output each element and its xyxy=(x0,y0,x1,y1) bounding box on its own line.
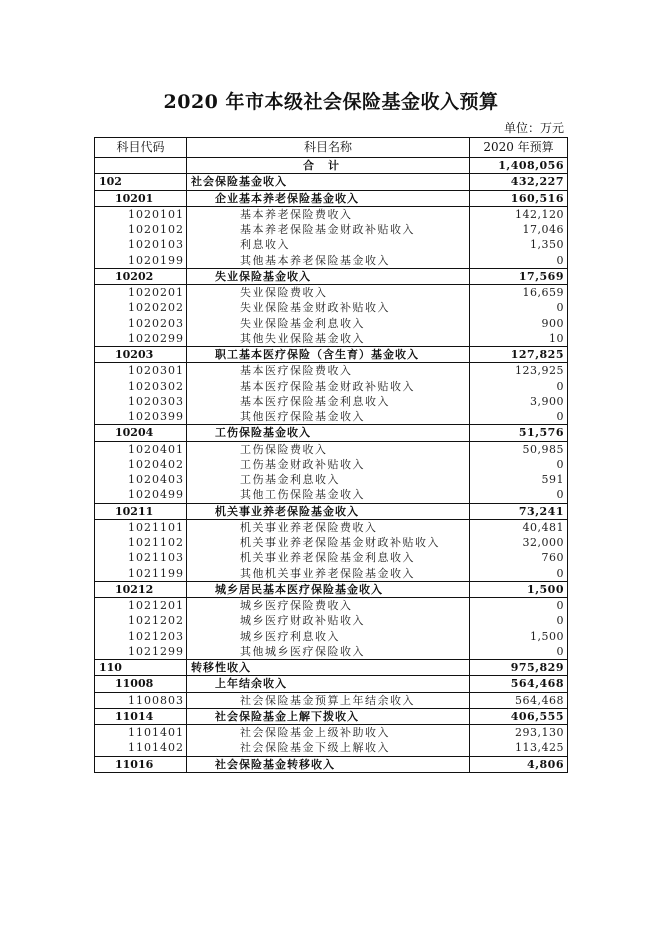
table-row xyxy=(95,598,568,614)
header-amount: 2020 年预算 xyxy=(470,138,568,158)
amount-cell: 1,408,056 xyxy=(470,158,568,174)
table-row xyxy=(95,660,568,676)
table-row xyxy=(95,268,568,284)
name-cell: 基本医疗保险费收入 xyxy=(187,363,470,379)
name-cell: 其他机关事业养老保险基金收入 xyxy=(187,566,470,582)
budget-table xyxy=(94,137,568,773)
code-cell: 1020401 xyxy=(95,441,187,457)
amount-cell: 32,000 xyxy=(470,535,568,550)
code-cell: 10212 xyxy=(95,581,187,597)
name-cell: 基本医疗保险基金利息收入 xyxy=(187,394,470,409)
amount-cell: 142,120 xyxy=(470,206,568,222)
table-row xyxy=(95,550,568,565)
table-row xyxy=(95,158,568,174)
table-row xyxy=(95,629,568,644)
name-cell: 机关事业养老保险基金财政补贴收入 xyxy=(187,535,470,550)
name-cell: 转移性收入 xyxy=(187,660,470,676)
amount-cell: 0 xyxy=(470,379,568,394)
name-cell: 社会保险基金下级上解收入 xyxy=(187,740,470,756)
table-row xyxy=(95,253,568,269)
code-cell xyxy=(95,158,187,174)
code-cell: 1100803 xyxy=(95,692,187,708)
code-cell: 10201 xyxy=(95,190,187,206)
amount-cell: 123,925 xyxy=(470,363,568,379)
name-cell: 机关事业养老保险基金收入 xyxy=(187,503,470,519)
code-cell: 1020303 xyxy=(95,394,187,409)
code-cell: 1020402 xyxy=(95,457,187,472)
amount-cell: 73,241 xyxy=(470,503,568,519)
table-row xyxy=(95,174,568,190)
name-cell: 机关事业养老保险基金利息收入 xyxy=(187,550,470,565)
amount-cell: 16,659 xyxy=(470,285,568,301)
code-cell: 10202 xyxy=(95,268,187,284)
table-row xyxy=(95,300,568,315)
code-cell: 102 xyxy=(95,174,187,190)
amount-cell: 293,130 xyxy=(470,725,568,741)
code-cell: 1020103 xyxy=(95,237,187,252)
code-cell: 10204 xyxy=(95,425,187,441)
code-cell: 1020101 xyxy=(95,206,187,222)
amount-cell: 17,569 xyxy=(470,268,568,284)
amount-cell: 51,576 xyxy=(470,425,568,441)
amount-cell: 0 xyxy=(470,253,568,269)
name-cell: 社会保险基金收入 xyxy=(187,174,470,190)
amount-cell: 564,468 xyxy=(470,692,568,708)
name-cell: 工伤保险基金收入 xyxy=(187,425,470,441)
amount-cell: 591 xyxy=(470,472,568,487)
table-row xyxy=(95,379,568,394)
code-cell: 10203 xyxy=(95,347,187,363)
name-cell: 基本医疗保险基金财政补贴收入 xyxy=(187,379,470,394)
table-row xyxy=(95,363,568,379)
table-row xyxy=(95,581,568,597)
unit-label: 单位：万元 xyxy=(503,121,564,135)
name-cell: 城乡居民基本医疗保险基金收入 xyxy=(187,581,470,597)
table-row xyxy=(95,535,568,550)
name-cell: 失业保险基金财政补贴收入 xyxy=(187,300,470,315)
table-row xyxy=(95,285,568,301)
code-cell: 1101401 xyxy=(95,725,187,741)
amount-cell: 10 xyxy=(470,331,568,347)
table-row xyxy=(95,503,568,519)
table-row xyxy=(95,347,568,363)
table-header-row xyxy=(95,138,568,158)
amount-cell: 1,350 xyxy=(470,237,568,252)
table-row xyxy=(95,316,568,331)
amount-cell: 432,227 xyxy=(470,174,568,190)
amount-cell: 3,900 xyxy=(470,394,568,409)
name-cell: 工伤保险费收入 xyxy=(187,441,470,457)
table-row xyxy=(95,190,568,206)
name-cell: 基本养老保险基金财政补贴收入 xyxy=(187,222,470,237)
name-cell: 社会保险基金预算上年结余收入 xyxy=(187,692,470,708)
amount-cell: 40,481 xyxy=(470,519,568,535)
name-cell: 合计 xyxy=(187,158,470,174)
amount-cell: 0 xyxy=(470,487,568,503)
amount-cell: 160,516 xyxy=(470,190,568,206)
amount-cell: 0 xyxy=(470,566,568,582)
amount-cell: 0 xyxy=(470,613,568,628)
name-cell: 利息收入 xyxy=(187,237,470,252)
amount-cell: 900 xyxy=(470,316,568,331)
code-cell: 1020399 xyxy=(95,409,187,425)
code-cell: 11014 xyxy=(95,708,187,724)
table-row xyxy=(95,756,568,772)
code-cell: 1021199 xyxy=(95,566,187,582)
amount-cell: 0 xyxy=(470,644,568,660)
table-row xyxy=(95,222,568,237)
table-row xyxy=(95,708,568,724)
table-row xyxy=(95,394,568,409)
table-row xyxy=(95,457,568,472)
name-cell: 失业保险费收入 xyxy=(187,285,470,301)
code-cell: 11016 xyxy=(95,756,187,772)
code-cell: 10211 xyxy=(95,503,187,519)
table-row xyxy=(95,237,568,252)
name-cell: 城乡医疗利息收入 xyxy=(187,629,470,644)
name-cell: 失业保险基金利息收入 xyxy=(187,316,470,331)
table-row xyxy=(95,676,568,692)
name-cell: 社会保险基金转移收入 xyxy=(187,756,470,772)
table-row xyxy=(95,206,568,222)
table-row xyxy=(95,519,568,535)
page-title: 2020 年市本级社会保险基金收入预算 xyxy=(163,91,499,113)
table-body xyxy=(95,158,568,773)
code-cell: 1021201 xyxy=(95,598,187,614)
amount-cell: 4,806 xyxy=(470,756,568,772)
name-cell: 其他基本养老保险基金收入 xyxy=(187,253,470,269)
amount-cell: 975,829 xyxy=(470,660,568,676)
amount-cell: 1,500 xyxy=(470,581,568,597)
code-cell: 1021203 xyxy=(95,629,187,644)
name-cell: 城乡医疗财政补贴收入 xyxy=(187,613,470,628)
amount-cell: 760 xyxy=(470,550,568,565)
code-cell: 1021103 xyxy=(95,550,187,565)
amount-cell: 406,555 xyxy=(470,708,568,724)
name-cell: 其他失业保险基金收入 xyxy=(187,331,470,347)
amount-cell: 127,825 xyxy=(470,347,568,363)
name-cell: 社会保险基金上解下拨收入 xyxy=(187,708,470,724)
amount-cell: 0 xyxy=(470,300,568,315)
code-cell: 1020299 xyxy=(95,331,187,347)
code-cell: 1021299 xyxy=(95,644,187,660)
amount-cell: 17,046 xyxy=(470,222,568,237)
table-row xyxy=(95,487,568,503)
header-code: 科目代码 xyxy=(95,138,187,158)
table-row xyxy=(95,441,568,457)
name-cell: 工伤基金财政补贴收入 xyxy=(187,457,470,472)
table-row xyxy=(95,331,568,347)
table-row xyxy=(95,425,568,441)
code-cell: 1020199 xyxy=(95,253,187,269)
table-row xyxy=(95,725,568,741)
header-name: 科目名称 xyxy=(187,138,470,158)
name-cell: 其他工伤保险基金收入 xyxy=(187,487,470,503)
code-cell: 1020301 xyxy=(95,363,187,379)
code-cell: 1020499 xyxy=(95,487,187,503)
code-cell: 1020302 xyxy=(95,379,187,394)
code-cell: 1101402 xyxy=(95,740,187,756)
table-row xyxy=(95,644,568,660)
table-row xyxy=(95,472,568,487)
code-cell: 1020202 xyxy=(95,300,187,315)
name-cell: 上年结余收入 xyxy=(187,676,470,692)
code-cell: 1020203 xyxy=(95,316,187,331)
table-row xyxy=(95,613,568,628)
amount-cell: 113,425 xyxy=(470,740,568,756)
amount-cell: 0 xyxy=(470,598,568,614)
code-cell: 1020403 xyxy=(95,472,187,487)
amount-cell: 0 xyxy=(470,457,568,472)
code-cell: 1021102 xyxy=(95,535,187,550)
table-row xyxy=(95,566,568,582)
name-cell: 企业基本养老保险基金收入 xyxy=(187,190,470,206)
name-cell: 机关事业养老保险费收入 xyxy=(187,519,470,535)
name-cell: 城乡医疗保险费收入 xyxy=(187,598,470,614)
amount-cell: 564,468 xyxy=(470,676,568,692)
code-cell: 11008 xyxy=(95,676,187,692)
table-row xyxy=(95,740,568,756)
code-cell: 1021202 xyxy=(95,613,187,628)
code-cell: 1021101 xyxy=(95,519,187,535)
name-cell: 工伤基金利息收入 xyxy=(187,472,470,487)
code-cell: 1020102 xyxy=(95,222,187,237)
name-cell: 失业保险基金收入 xyxy=(187,268,470,284)
name-cell: 社会保险基金上级补助收入 xyxy=(187,725,470,741)
name-cell: 职工基本医疗保险（含生育）基金收入 xyxy=(187,347,470,363)
name-cell: 基本养老保险费收入 xyxy=(187,206,470,222)
table-row xyxy=(95,409,568,425)
amount-cell: 0 xyxy=(470,409,568,425)
name-cell: 其他医疗保险基金收入 xyxy=(187,409,470,425)
amount-cell: 1,500 xyxy=(470,629,568,644)
code-cell: 110 xyxy=(95,660,187,676)
table-row xyxy=(95,692,568,708)
name-cell: 其他城乡医疗保险收入 xyxy=(187,644,470,660)
amount-cell: 50,985 xyxy=(470,441,568,457)
code-cell: 1020201 xyxy=(95,285,187,301)
